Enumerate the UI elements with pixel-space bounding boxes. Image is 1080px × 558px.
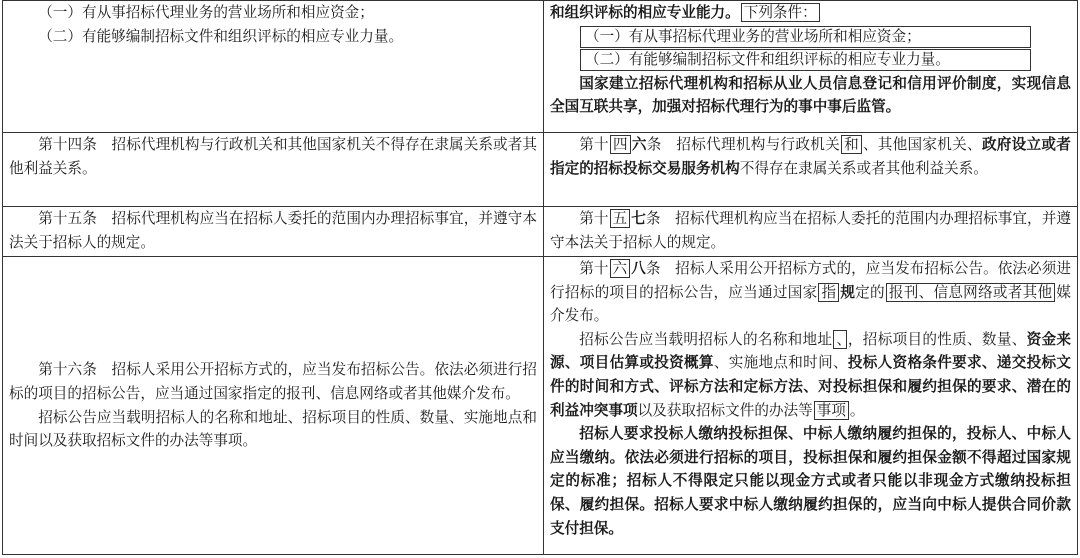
new-article-18-para-3: 招标人要求投标人缴纳投标担保、中标人缴纳履约担保的，投标人、中标人应当缴纳。依法必须进行招标的项目，投标担保和履约担保金额不得超过国家规定的标准；招标人不得限定只能以现金方式或者只能以非现金方式缴纳投标担保、履约担保。招标人要求中标人缴纳履约担保的，应当向中标人提供合同价款支付担保。 [550, 425, 1071, 537]
new-text-cell [544, 1, 1078, 133]
old-text-cell [3, 1, 544, 133]
deleted-text-box: 下列条件： [741, 3, 820, 22]
deleted-text-box: 四 [610, 135, 631, 154]
deleted-text-box: 五 [610, 209, 631, 228]
old-clause-item-1: （一）有从事招标代理业务的营业场所和相应资金； [38, 4, 374, 21]
new-article-18-para-1: 第十 六 八条 招标人采用公开招标方式的，应当发布招标公告。依法必须进行招标的项目的招标公告，应当通过国家 指 规定的 报刊、信息网络或者其他 媒介发布。 [550, 260, 1071, 325]
deleted-item-box-1: （一）有从事招标代理业务的营业场所和相应资金； [580, 26, 1031, 48]
deleted-text-box: 六 [610, 259, 631, 278]
new-text-cell [544, 207, 1078, 257]
old-article-16-para-2: 招标公告应当载明招标人的名称和地址、招标项目的性质、数量、实施地点和时间以及获取招标文件的办法等事项。 [9, 408, 537, 450]
new-clause-continuation: 和组织评标的相应专业能力。 下列条件： [550, 1, 1071, 25]
deleted-text-box: 事项 [814, 401, 849, 420]
table-row [3, 207, 1078, 257]
old-clause-item-2: （二）有能够编制招标文件和组织评标的相应专业力量。 [38, 27, 404, 45]
new-article-18-para-2: 招标公告应当载明招标人的名称和地址 、 ，招标项目的性质、数量、资金来源、项目估算或投资概算、实施地点和时间、投标人资格条件要求、递交投标文件的时间和方式、评标方法和定标方法、对投标担保和履约担保的要求、潜在的利益冲突事项以及获取招标文件的办法等 事项 。 [550, 330, 1071, 419]
deleted-text-box: 和 [841, 135, 862, 154]
new-text-cell [544, 133, 1078, 207]
deleted-item-box-2: （二）有能够编制招标文件和组织评标的相应专业力量。 [580, 49, 1031, 71]
old-text-cell [3, 133, 544, 207]
new-text-cell [544, 257, 1078, 555]
table-row [3, 1, 1078, 133]
old-article-15: 第十五条 招标代理机构应当在招标人委托的范围内办理招标事宜，并遵守本法关于招标人的规定。 [9, 210, 537, 251]
old-text-cell [3, 207, 544, 257]
new-article-17: 第十 五 七条 招标代理机构应当在招标人委托的范围内办理招标事宜，并遵守本法关于招标人的规定。 [550, 210, 1071, 251]
deleted-text-box: 、 [833, 330, 847, 349]
deleted-text-box: 指 [818, 283, 839, 302]
new-article-16: 第十 四 六条 招标代理机构与行政机关 和 、其他国家机关、政府设立或者指定的招标投标交易服务机构不得存在隶属关系或者其他利益关系。 [550, 136, 1071, 177]
deleted-text-box: 报刊、信息网络或者其他 [886, 283, 1055, 302]
new-added-paragraph: 国家建立招标代理机构和招标从业人员信息登记和信用评价制度，实现信息全国互联共享，加强对招标代理行为的事中事后监管。 [550, 74, 1071, 116]
old-article-14: 第十四条 招标代理机构与行政机关和其他国家机关不得存在隶属关系或者其他利益关系。 [9, 136, 537, 177]
table-row [3, 257, 1078, 555]
old-article-16-para-1: 第十六条 招标人采用公开招标方式的，应当发布招标公告。依法必须进行招标的项目的招标公告，应当通过国家指定的报刊、信息网络或者其他媒介发布。 [9, 361, 537, 402]
comparison-table [2, 0, 1078, 555]
table-row [3, 133, 1078, 207]
old-text-cell [3, 257, 544, 555]
